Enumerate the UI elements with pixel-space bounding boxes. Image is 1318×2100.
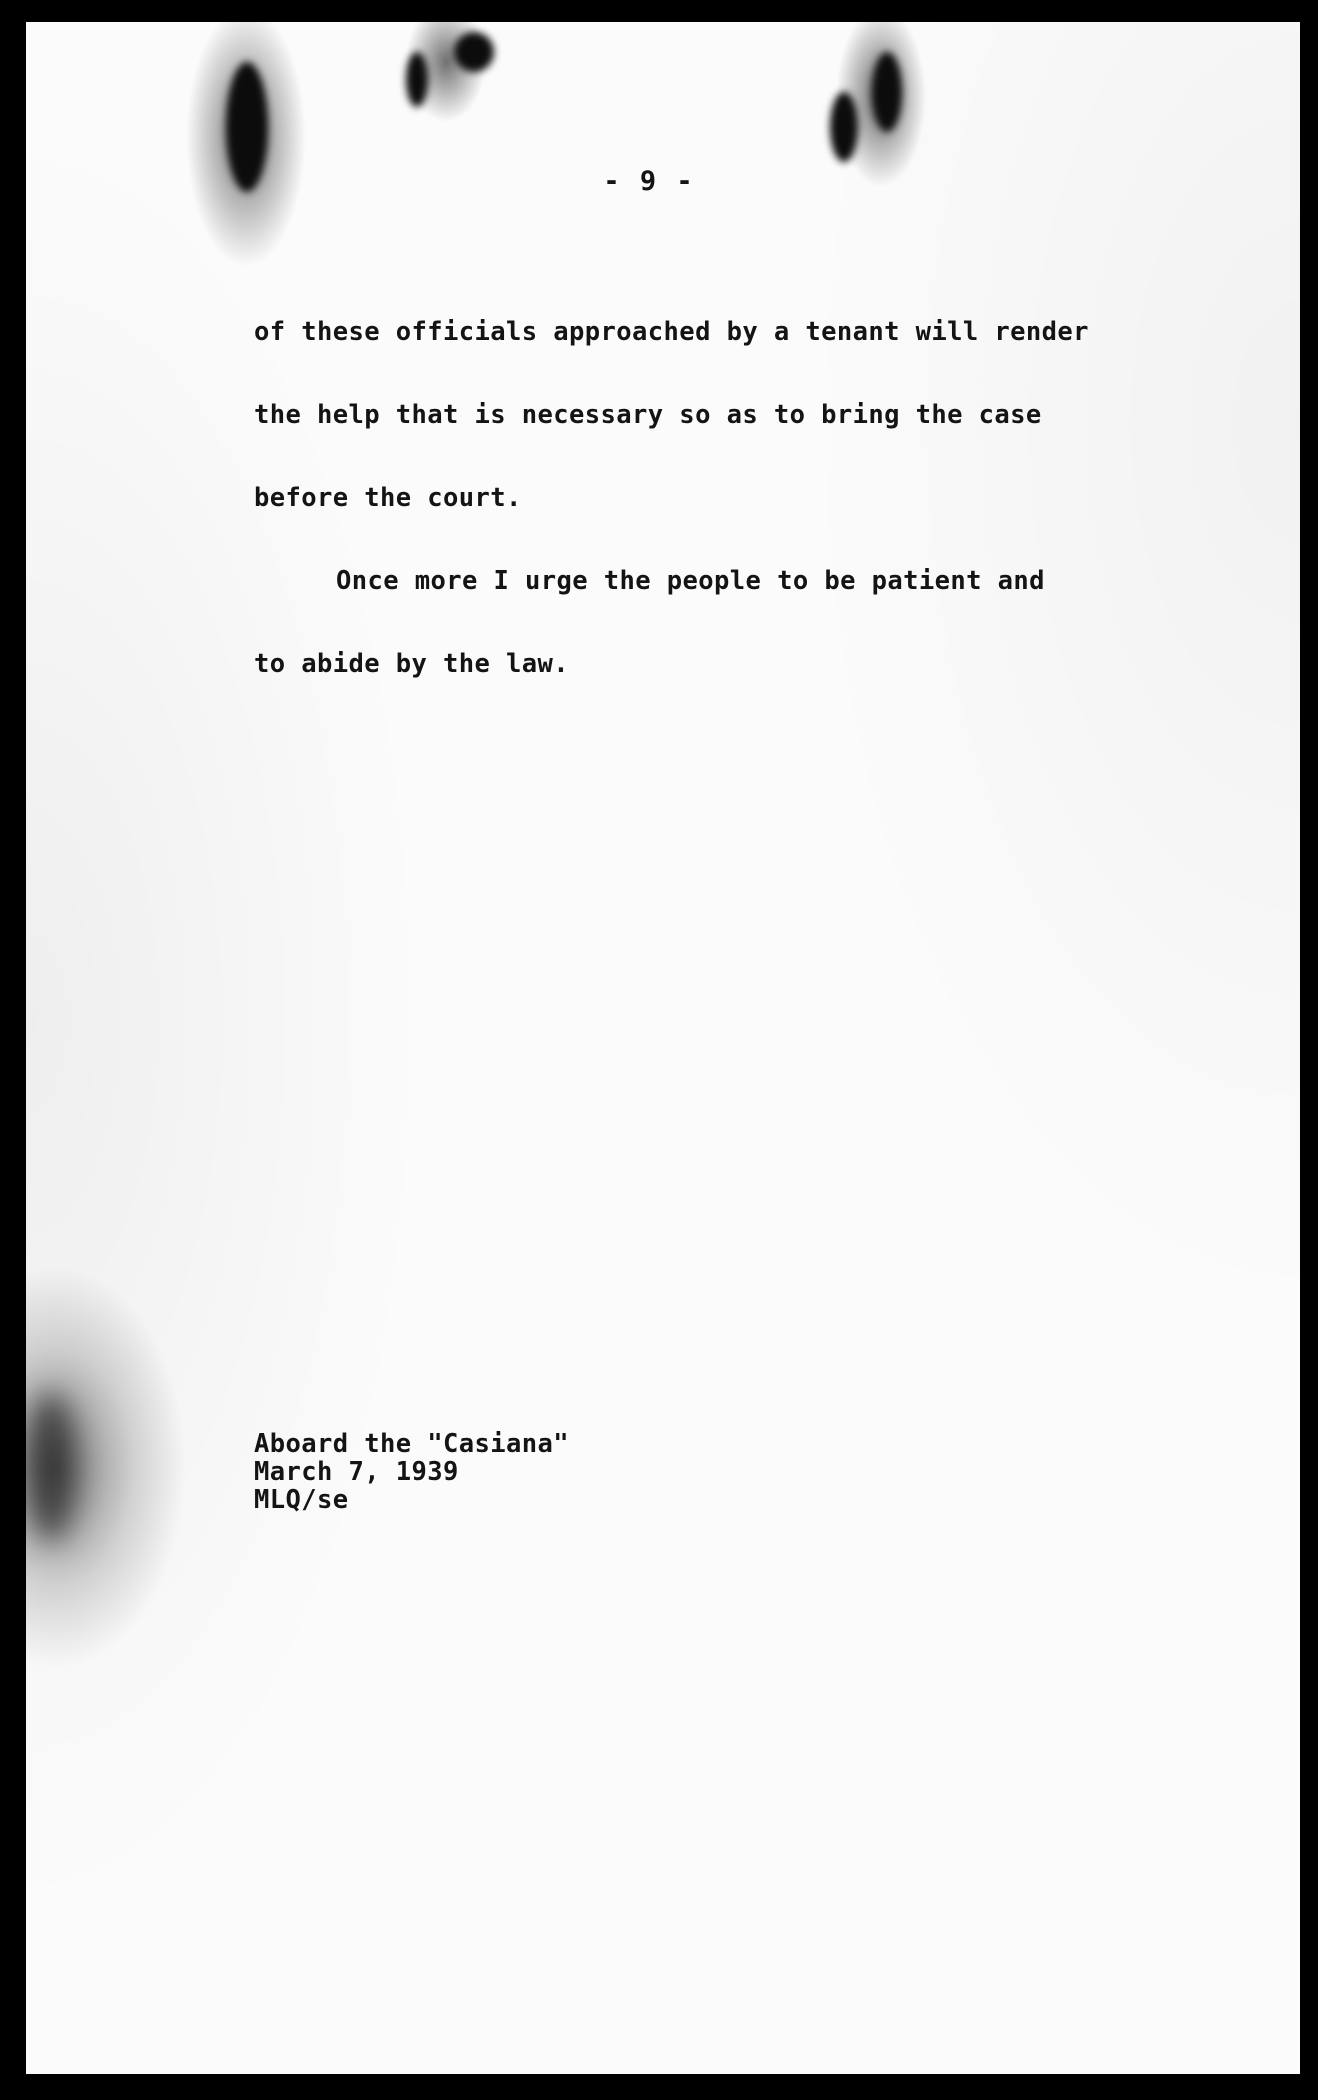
- page-number: - 9 -: [603, 166, 695, 197]
- signature-block: [254, 1430, 569, 1514]
- paragraph-line: the help that is necessary so as to bring the case: [254, 400, 1042, 430]
- signature-reference: MLQ/se: [254, 1485, 349, 1515]
- closing-line: Once more I urge the people to be patient and: [336, 566, 1045, 596]
- body-text: [254, 312, 1154, 727]
- ink-smudge: [406, 52, 428, 107]
- signature-date: March 7, 1939: [254, 1457, 459, 1487]
- paragraph-line: before the court.: [254, 483, 522, 513]
- ink-smudge: [830, 92, 858, 162]
- closing-line: to abide by the law.: [254, 649, 570, 679]
- ink-smudge: [454, 32, 494, 72]
- signature-place: Aboard the "Casiana": [254, 1429, 570, 1459]
- paragraph-line: of these officials approached by a tenant will render: [254, 317, 1089, 347]
- ink-smudge: [872, 52, 902, 132]
- ink-smudge: [26, 1392, 76, 1542]
- document-page: [26, 22, 1300, 2074]
